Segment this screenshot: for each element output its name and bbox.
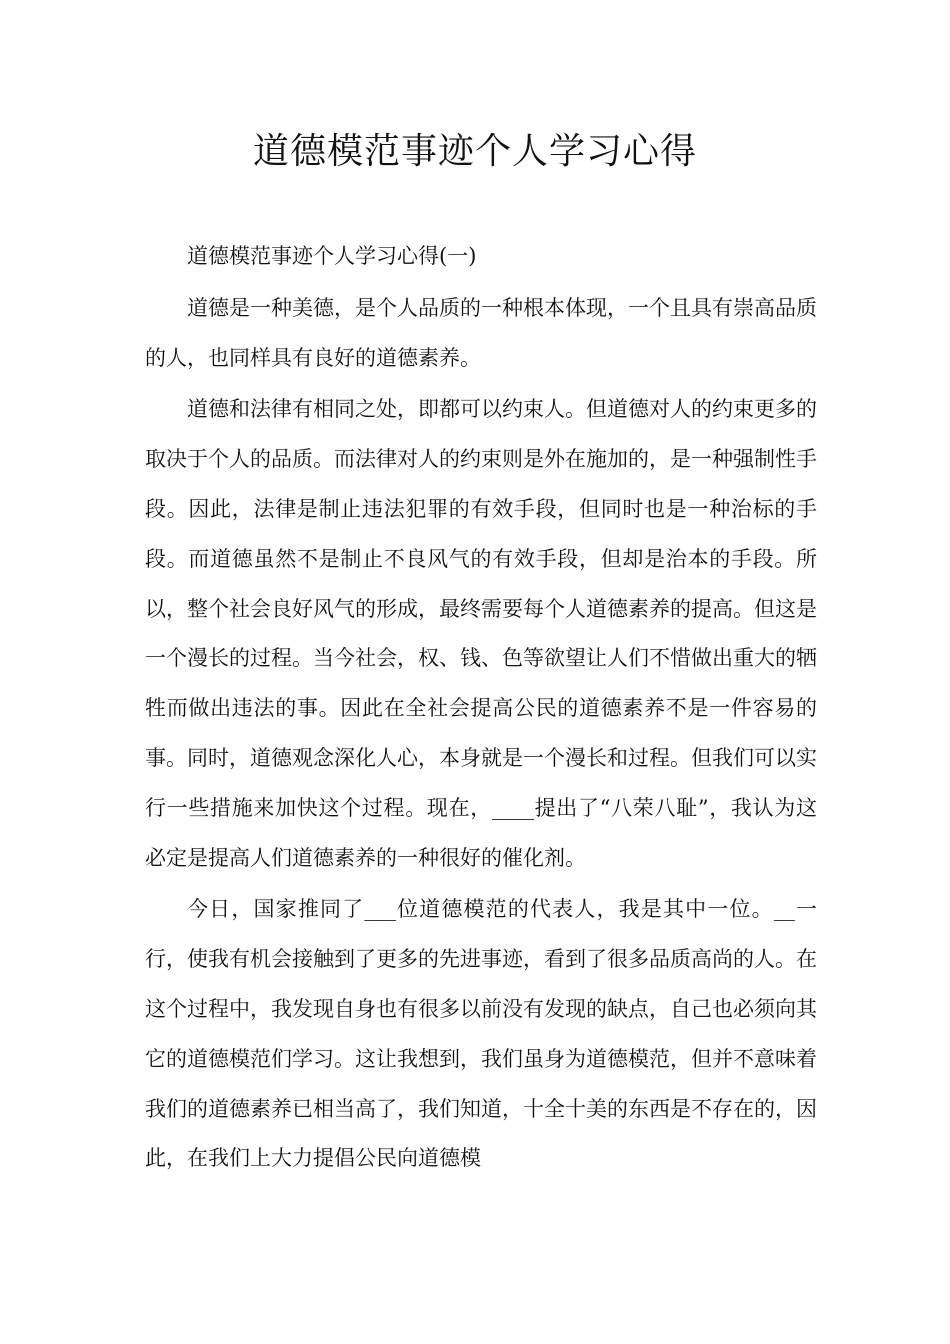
- document-body: [145, 232, 817, 1186]
- section-heading: 道德模范事迹个人学习心得(一): [187, 244, 477, 268]
- document-title: 道德模范事迹个人学习心得: [252, 131, 697, 172]
- paragraph-2: 道德和法律有相同之处，即都可以约束人。但道德对人的约束更多的取决于个人的品质。而法律对人的约束则是外在施加的，是一种强制性手段。因此，法律是制止违法犯罪的有效手段，但同时也是一种治标的手段。而道德虽然不是制止不良风气的有效手段，但却是治本的手段。所以，整个社会良好风气的形成，最终需要每个人道德素养的提高。但这是一个漫长的过程。当今社会，权、钱、色等欲望让人们不惜做出重大的牺牲而做出违法的事。因此在全社会提高公民的道德素养不是一件容易的事。同时，道德观念深化人心，本身就是一个漫长和过程。但我们可以实行一些措施来加快这个过程。现在，____提出了“八荣八耻”，我认为这必定是提高人们道德素养的一种很好的催化剂。: [145, 397, 817, 870]
- paragraph-3: 今日，国家推同了___位道德模范的代表人，我是其中一位。__一行，使我有机会接触到了更多的先进事迹，看到了很多品质高尚的人。在这个过程中，我发现自身也有很多以前没有发现的缺点，自己也必须向其它的道德模范们学习。这让我想到，我们虽身为道德模范，但并不意味着我们的道德素养已相当高了，我们知道，十全十美的东西是不存在的，因此，在我们上大力提倡公民向道德模: [145, 897, 817, 1171]
- paragraph-1: 道德是一种美德，是个人品质的一种根本体现，一个且具有崇高品质的人，也同样具有良好的道德素养。: [145, 295, 817, 370]
